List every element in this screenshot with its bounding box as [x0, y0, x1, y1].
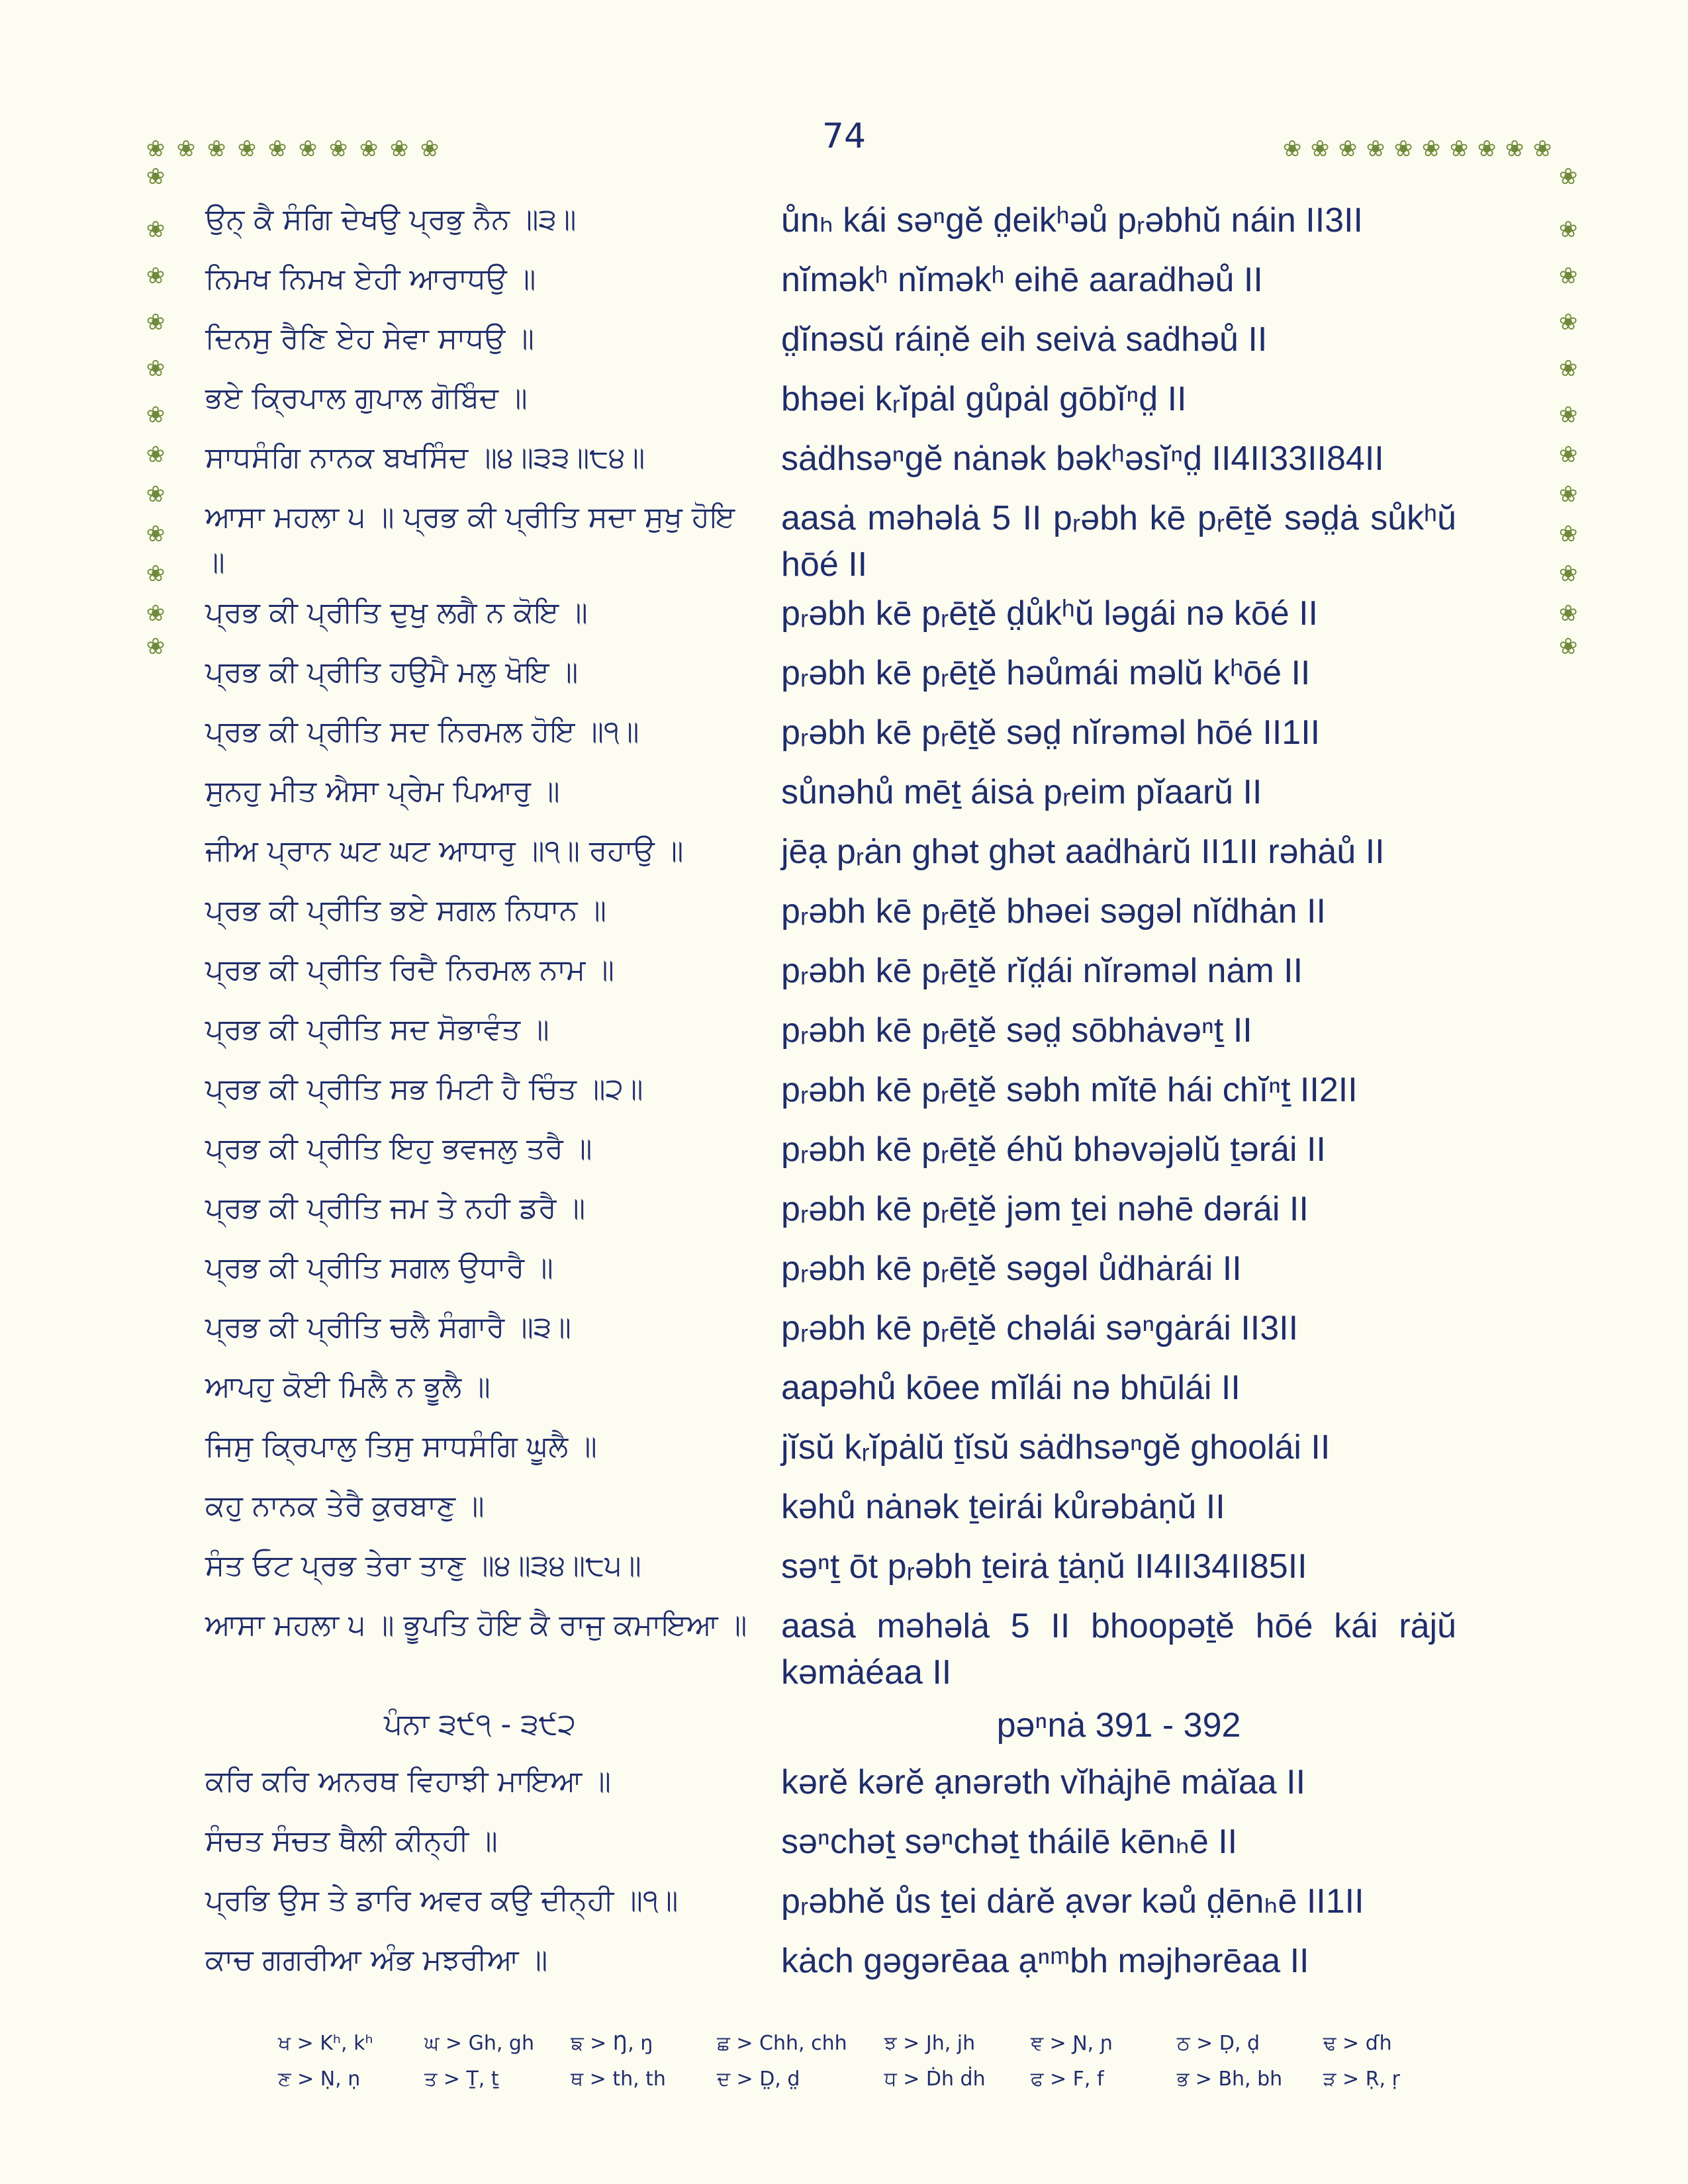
gurmukhi-line: ਪ੍ਰਭ ਕੀ ਪ੍ਰੀਤਿ ਸਭ ਮਿਟੀ ਹੈ ਚਿੰਤ ॥੨॥: [205, 1072, 643, 1106]
legend-row: [278, 2068, 1470, 2103]
transliteration-line: aasȧ məhəlȧ 5 II pᵣəbh kē pᵣēṯĕ səd̤ȧ sůkʰŭ hōé II: [781, 499, 1456, 584]
gurmukhi-line: ਜਿਸੁ ਕ੍ਰਿਪਾਲੁ ਤਿਸੁ ਸਾਧਸੰਗਿ ਘੂਲੈ ॥: [205, 1430, 597, 1463]
flower-ornament-icon: ❀: [1449, 136, 1469, 162]
gurmukhi-line: ਸਾਧਸੰਗਿ ਨਾਨਕ ਬਖਸਿੰਦ ॥੪॥੩੩॥੮੪॥: [205, 441, 645, 475]
transliteration-line: aapəhů kōee mĭlái nə bhūlái II: [781, 1369, 1241, 1407]
gurmukhi-line: ਉਨ੍ ਕੈ ਸੰਗਿ ਦੇਖਉ ਪ੍ਰਭੁ ਨੈਨ ॥੩॥: [205, 203, 577, 236]
flower-ornament-icon: ❀: [1558, 309, 1578, 336]
gurmukhi-line: ਨਿਮਖ ਨਿਮਖ ਏਹੀ ਆਰਾਧਉ ॥: [205, 262, 536, 296]
page-range-translit: pəⁿnȧ 391 - 392: [996, 1706, 1241, 1745]
flower-ornament-icon: ❀: [389, 136, 409, 162]
gurmukhi-line: ਆਪਹੁ ਕੋਈ ਮਿਲੈ ਨ ਭੂਲੈ ॥: [205, 1370, 491, 1404]
flower-ornament-icon: ❀: [1282, 136, 1302, 162]
flower-ornament-icon: ❀: [1558, 163, 1578, 190]
gurmukhi-line: ਪ੍ਰਭਿ ਉਸ ਤੇ ਡਾਰਿ ਅਵਰ ਕਉ ਦੀਨ੍ਹੀ ॥੧॥: [205, 1884, 679, 1917]
flower-ornament-icon: ❀: [298, 136, 318, 162]
transliteration-line: pᵣəbh kē pᵣēṯĕ d̤ůkʰŭ ləgái nə kōé II: [781, 594, 1319, 633]
legend-entry: ੜ > Ṛ, ṛ: [1323, 2068, 1400, 2091]
transliteration-line: pᵣəbh kē pᵣēṯĕ jəm ṯei nəhē dərái II: [781, 1190, 1309, 1228]
legend-entry: ਣ > Ṇ, ṇ: [278, 2068, 361, 2091]
transliteration-line: sůnəhů mēṯ áisȧ pᵣeim pĭaarŭ II: [781, 773, 1262, 811]
transliteration-line: pᵣəbh kē pᵣēṯĕ rĭd̤ái nĭrəməl nȧm II: [781, 952, 1303, 990]
gurmukhi-line: ਕਰਿ ਕਰਿ ਅਨਰਥ ਵਿਹਾਝੀ ਮਾਇਆ ॥: [205, 1764, 611, 1798]
gurmukhi-line: ਪ੍ਰਭ ਕੀ ਪ੍ਰੀਤਿ ਦੁਖੁ ਲਗੈ ਨ ਕੋਇ ॥: [205, 596, 588, 629]
legend-entry: ਢ > ɗh: [1323, 2032, 1392, 2055]
legend-entry: ਧ > Ḋh ḋh: [884, 2068, 986, 2091]
flower-ornament-icon: ❀: [146, 355, 165, 382]
transliteration-line: səⁿṯ ōt pᵣəbh ṯeirȧ ṯȧṇŭ II4II34II85II: [781, 1547, 1307, 1586]
flower-ornament-icon: ❀: [1558, 561, 1578, 587]
flower-ornament-icon: ❀: [146, 561, 165, 587]
flower-ornament-icon: ❀: [1558, 216, 1578, 243]
flower-ornament-icon: ❀: [1558, 441, 1578, 468]
page-range-gurmukhi: ਪੰਨਾ ੩੯੧ - ੩੯੨: [384, 1707, 576, 1741]
flower-ornament-icon: ❀: [1338, 136, 1358, 162]
transliteration-line: jĭsŭ kᵣĭpȧlŭ ṯĭsŭ sȧḋhsəⁿgĕ ghoolái II: [781, 1428, 1331, 1467]
flower-ornament-icon: ❀: [1421, 136, 1441, 162]
gurmukhi-line: ਪ੍ਰਭ ਕੀ ਪ੍ਰੀਤਿ ਰਿਦੈ ਨਿਰਮਲ ਨਾਮ ॥: [205, 953, 614, 987]
flower-ornament-icon: ❀: [1558, 521, 1578, 547]
transliteration-line: kȧch gəgərēaa ạⁿᵐbh məjhərēaa II: [781, 1942, 1309, 1980]
flower-ornament-icon: ❀: [146, 600, 165, 627]
legend-entry: ਛ > Chh, chh: [717, 2032, 847, 2055]
flower-ornament-icon: ❀: [1558, 633, 1578, 660]
flower-ornament-icon: ❀: [359, 136, 379, 162]
transliteration-line: kərĕ kərĕ ạnərəth vĭhȧjhē mȧĭaa II: [781, 1763, 1306, 1801]
legend-entry: ਝ > Jh, jh: [884, 2032, 976, 2055]
transliteration-line: pᵣəbh kē pᵣēṯĕ həůmái məlŭ kʰōé II: [781, 654, 1311, 692]
transliteration-line: pᵣəbhĕ ůs ṯei dȧrĕ ạvər kəů d̤ēnₕē II1II: [781, 1882, 1364, 1921]
transliteration-line: jēạ pᵣȧn ghət ghət aaḋhȧrŭ II1II rəhȧů II: [781, 833, 1385, 871]
legend-entry: ਙ > Ŋ, ŋ: [571, 2032, 653, 2055]
transliteration-line: pᵣəbh kē pᵣēṯĕ bhəei səgəl nĭḋhȧn II: [781, 892, 1326, 931]
flower-ornament-icon: ❀: [146, 136, 165, 162]
transliteration-line: pᵣəbh kē pᵣēṯĕ éhŭ bhəvəjəlŭ ṯərái II: [781, 1130, 1326, 1169]
gurmukhi-line: ਭਏ ਕ੍ਰਿਪਾਲ ਗੁਪਾਲ ਗੋਬਿੰਦ ॥: [205, 381, 528, 415]
page-number: 74: [821, 116, 867, 156]
legend-entry: ਤ > Ṯ, ṯ: [424, 2068, 499, 2091]
transliteration-line: bhəei kᵣĭpȧl gůpȧl gōbĭⁿd̤ II: [781, 380, 1187, 418]
flower-ornament-icon: ❀: [146, 481, 165, 508]
gurmukhi-line: ਪ੍ਰਭ ਕੀ ਪ੍ਰੀਤਿ ਸਦ ਸੋਭਾਵੰਤ ॥: [205, 1013, 549, 1046]
legend-entry: ਠ > Ḍ, ḍ: [1176, 2032, 1260, 2055]
transliteration-line: kəhů nȧnək ṯeirái kůrəbȧṇŭ II: [781, 1488, 1225, 1526]
legend-entry: ਖ > Kʰ, kʰ: [278, 2032, 373, 2055]
gurmukhi-line: ਪ੍ਰਭ ਕੀ ਪ੍ਰੀਤਿ ਭਏ ਸਗਲ ਨਿਧਾਨ ॥: [205, 893, 607, 927]
flower-ornament-icon: ❀: [237, 136, 257, 162]
transliteration-line: aasȧ məhəlȧ 5 II bhoopəṯĕ hōé kái rȧjŭ kəmȧéaa II: [781, 1607, 1456, 1692]
legend-entry: ਫ > F, f: [1030, 2068, 1104, 2091]
flower-ornament-icon: ❀: [146, 402, 165, 428]
transliteration-line: səⁿchəṯ səⁿchəṯ tháilē kēnₕē II: [781, 1823, 1238, 1861]
gurmukhi-line: ਦਿਨਸੁ ਰੈਣਿ ਏਹ ਸੇਵਾ ਸਾਧਉ ॥: [205, 322, 534, 355]
flower-ornament-icon: ❀: [146, 216, 165, 243]
flower-ornament-icon: ❀: [1505, 136, 1524, 162]
legend-entry: ਘ > Gh, gh: [424, 2032, 534, 2055]
flower-ornament-icon: ❀: [1477, 136, 1497, 162]
gurmukhi-line: ਕਹੁ ਨਾਨਕ ਤੇਰੈ ਕੁਰਬਾਣੁ ॥: [205, 1489, 485, 1523]
flower-ornament-icon: ❀: [1558, 600, 1578, 627]
flower-ornament-icon: ❀: [1393, 136, 1413, 162]
gurmukhi-line: ਸੰਚਤ ਸੰਚਤ ਥੈਲੀ ਕੀਨ੍ਹੀ ॥: [205, 1824, 498, 1858]
transliteration-line: pᵣəbh kē pᵣēṯĕ səd̤ nĭrəməl hōé II1II: [781, 713, 1321, 752]
transliteration-line: pᵣəbh kē pᵣēṯĕ səd̤ sōbhȧvəⁿṯ II: [781, 1011, 1252, 1050]
flower-ornament-icon: ❀: [267, 136, 287, 162]
legend-entry: ਥ > th, th: [571, 2068, 666, 2091]
transliteration-line: nĭməkʰ nĭməkʰ eihē aaraḋhəů II: [781, 261, 1263, 299]
flower-ornament-icon: ❀: [146, 441, 165, 468]
flower-ornament-icon: ❀: [176, 136, 196, 162]
gurmukhi-line: ਪ੍ਰਭ ਕੀ ਪ੍ਰੀਤਿ ਜਮ ਤੇ ਨਹੀ ਡਰੈ ॥: [205, 1191, 586, 1225]
gurmukhi-line: ਕਾਚ ਗਗਰੀਆ ਅੰਭ ਮਝਰੀਆ ॥: [205, 1943, 548, 1977]
flower-ornament-icon: ❀: [207, 136, 226, 162]
transliteration-line: pᵣəbh kē pᵣēṯĕ səgəl ůḋhȧrái II: [781, 1250, 1242, 1288]
flower-ornament-icon: ❀: [1558, 263, 1578, 289]
flower-ornament-icon: ❀: [1366, 136, 1385, 162]
gurmukhi-line: ਪ੍ਰਭ ਕੀ ਪ੍ਰੀਤਿ ਸਗਲ ਉਧਾਰੈ ॥: [205, 1251, 553, 1285]
gurmukhi-line: ਸੁਨਹੁ ਮੀਤ ਐਸਾ ਪ੍ਰੇਮ ਪਿਆਰੁ ॥: [205, 774, 560, 808]
gurmukhi-line: ਪ੍ਰਭ ਕੀ ਪ੍ਰੀਤਿ ਹਉਮੈ ਮਲੁ ਖੋਇ ॥: [205, 655, 579, 689]
transliteration-legend: [278, 2032, 1470, 2103]
legend-entry: ਦ > D̤, d̤: [717, 2068, 800, 2091]
flower-ornament-icon: ❀: [1310, 136, 1330, 162]
gurmukhi-line: ਪ੍ਰਭ ਕੀ ਪ੍ਰੀਤਿ ਚਲੈ ਸੰਗਾਰੈ ॥੩॥: [205, 1310, 571, 1344]
flower-ornament-icon: ❀: [146, 633, 165, 660]
transliteration-line: ůnₕ kái səⁿgĕ d̤eikʰəů pᵣəbhŭ náin II3II: [781, 201, 1363, 240]
gurmukhi-line: ਪ੍ਰਭ ਕੀ ਪ੍ਰੀਤਿ ਇਹੁ ਭਵਜਲੁ ਤਰੈ ॥: [205, 1132, 592, 1165]
flower-ornament-icon: ❀: [1558, 355, 1578, 382]
transliteration-line: pᵣəbh kē pᵣēṯĕ chəlái səⁿgȧrái II3II: [781, 1309, 1299, 1347]
legend-entry: ਭ > Bh, bh: [1176, 2068, 1283, 2091]
legend-row: [278, 2032, 1470, 2068]
transliteration-line: sȧḋhsəⁿgĕ nȧnək bəkʰəsĭⁿd̤ II4II33II84II: [781, 439, 1384, 478]
flower-ornament-icon: ❀: [146, 163, 165, 190]
legend-entry: ਞ > Ɲ, ɲ: [1030, 2032, 1113, 2055]
flower-ornament-icon: ❀: [1558, 481, 1578, 508]
gurmukhi-line: ਆਸਾ ਮਹਲਾ ੫ ॥ ਭੂਪਤਿ ਹੋਇ ਕੈ ਰਾਜੁ ਕਮਾਇਆ ॥: [205, 1608, 747, 1642]
flower-ornament-icon: ❀: [420, 136, 440, 162]
gurmukhi-line: ਸੰਤ ਓਟ ਪ੍ਰਭ ਤੇਰਾ ਤਾਣੁ ॥੪॥੩੪॥੮੫॥: [205, 1549, 641, 1582]
gurmukhi-line: ਜੀਅ ਪ੍ਰਾਨ ਘਟ ਘਟ ਆਧਾਰੁ ॥੧॥ ਰਹਾਉ ॥: [205, 834, 684, 868]
flower-ornament-icon: ❀: [1532, 136, 1552, 162]
flower-ornament-icon: ❀: [146, 309, 165, 336]
flower-ornament-icon: ❀: [1558, 402, 1578, 428]
flower-ornament-icon: ❀: [146, 521, 165, 547]
gurmukhi-line: ਪ੍ਰਭ ਕੀ ਪ੍ਰੀਤਿ ਸਦ ਨਿਰਮਲ ਹੋਇ ॥੧॥: [205, 715, 639, 749]
gurmukhi-line: ਆਸਾ ਮਹਲਾ ੫ ॥ ਪ੍ਰਭ ਕੀ ਪ੍ਰੀਤਿ ਸਦਾ ਸੁਖੁ ਹੋਇ ॥: [205, 500, 735, 579]
flower-ornament-icon: ❀: [146, 263, 165, 289]
transliteration-line: d̤ĭnəsŭ ráiṇĕ eih seivȧ saḋhəů II: [781, 320, 1268, 359]
transliteration-line: pᵣəbh kē pᵣēṯĕ səbh mĭtē hái chĭⁿṯ II2II: [781, 1071, 1358, 1109]
flower-ornament-icon: ❀: [328, 136, 348, 162]
